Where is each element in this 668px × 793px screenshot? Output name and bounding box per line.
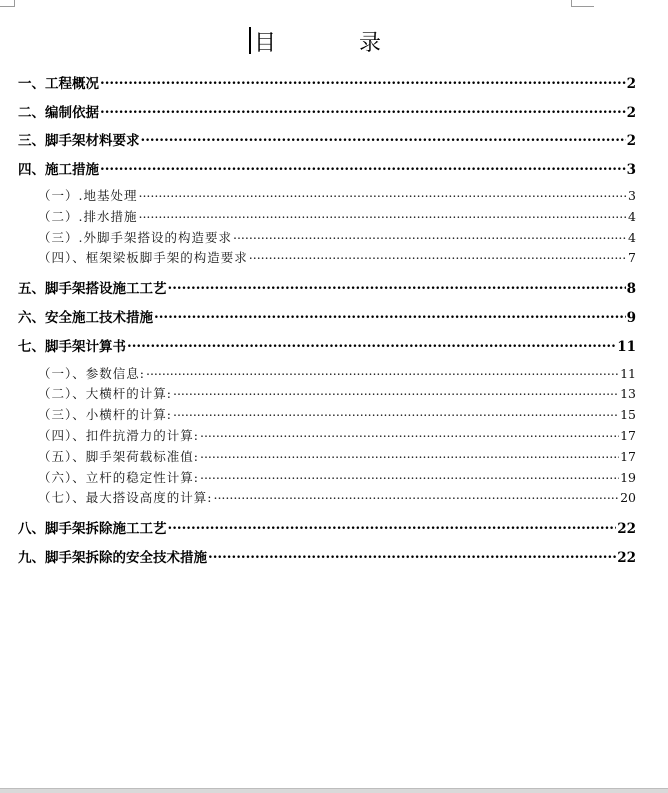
window-bottom-edge [0,788,668,793]
toc-entry[interactable] [18,517,636,535]
toc-entry[interactable] [18,72,636,90]
toc-subentry-page: 17 [620,449,636,464]
dot-leader [200,449,619,462]
crop-mark-top-left [0,0,15,7]
toc-entry-page: 22 [617,521,636,537]
toc-subentry-page: 4 [628,230,636,245]
toc-entry-page: 2 [626,76,636,92]
crop-mark-top-right [571,0,594,7]
toc-entry[interactable] [18,158,636,176]
toc-entry[interactable] [18,129,636,147]
dot-leader [168,280,626,294]
toc-subentry-label: （四）、扣件抗滑力的计算: [38,428,199,443]
toc-entry[interactable] [18,546,636,564]
toc-entry-page: 22 [617,550,636,566]
toc-subentry[interactable] [38,468,636,484]
toc-subentry-page: 15 [620,407,636,422]
toc-subentry[interactable] [38,207,636,223]
dot-leader [173,386,619,399]
dot-leader [141,132,626,146]
dot-leader [138,188,627,201]
toc-subentry-label: （二）.排水措施 [38,209,138,224]
dot-leader [168,520,617,534]
toc-entry-page: 2 [626,133,636,149]
text-cursor [249,27,251,54]
dot-leader [173,407,619,420]
toc-subentry[interactable] [38,447,636,463]
dot-leader [100,75,626,89]
dot-leader [127,338,616,352]
toc-subentry-page: 17 [620,428,636,443]
toc-subentry-page: 13 [620,386,636,401]
toc-entry[interactable] [18,277,636,295]
toc-subentry-page: 7 [628,250,636,265]
toc-subentry-page: 19 [620,470,636,485]
toc-subentry[interactable] [38,248,636,264]
toc-entry-label: 八、脚手架拆除施工工艺 [18,521,167,537]
toc-subentry-label: （三）、小横杆的计算: [38,407,172,422]
toc-entry[interactable] [18,306,636,324]
dot-leader [213,490,619,503]
dot-leader [146,366,619,379]
toc-entry[interactable] [18,101,636,119]
toc-entry-label: 七、脚手架计算书 [18,339,126,355]
toc-subentry-label: （一）、参数信息: [38,366,145,381]
dot-leader [100,161,626,175]
toc-title: 目 录 [254,31,419,56]
toc-entry-page: 3 [626,162,636,178]
toc-subentry-label: （一）.地基处理 [38,188,138,203]
toc-entry[interactable] [18,335,636,353]
toc-entry-page: 2 [626,105,636,121]
toc-subentry-label: （三）.外脚手架搭设的构造要求 [38,230,232,245]
toc-subentry-label: （六）、立杆的稳定性计算: [38,470,199,485]
toc-subentry[interactable] [38,228,636,244]
dot-leader [138,209,627,222]
toc-entry-label: 六、安全施工技术措施 [18,310,153,326]
toc-subentry-page: 3 [628,188,636,203]
toc-entry-label: 二、编制依据 [18,105,99,121]
toc-subentry-page: 4 [628,209,636,224]
toc-subentry-label: （二）、大横杆的计算: [38,386,172,401]
dot-leader [233,230,627,243]
toc-entry-label: 三、脚手架材料要求 [18,133,140,149]
toc-subentry[interactable] [38,186,636,202]
toc-subentry-label: （七）、最大搭设高度的计算: [38,490,213,505]
dot-leader [100,104,626,118]
toc-subentry-page: 11 [620,366,636,381]
dot-leader [249,250,627,263]
toc-subentry-page: 20 [620,490,636,505]
dot-leader [200,428,619,441]
toc-subentry[interactable] [38,384,636,400]
toc-subentry[interactable] [38,364,636,380]
toc-entry-label: 五、脚手架搭设施工工艺 [18,281,167,297]
toc-subentry-label: （四）、框架梁板脚手架的构造要求 [38,250,248,265]
toc-entry-label: 九、脚手架拆除的安全技术措施 [18,550,207,566]
toc-entry-label: 四、施工措施 [18,162,99,178]
dot-leader [208,549,616,563]
toc-entry-page: 8 [626,281,636,297]
toc-subentry[interactable] [38,488,636,504]
dot-leader [154,309,626,323]
toc-subentry-label: （五）、脚手架荷载标准值: [38,449,199,464]
toc-subentry[interactable] [38,426,636,442]
toc-subentry[interactable] [38,405,636,421]
toc-entry-page: 11 [617,339,636,355]
dot-leader [200,470,619,483]
toc-entry-page: 9 [626,310,636,326]
toc-entry-label: 一、工程概况 [18,76,99,92]
